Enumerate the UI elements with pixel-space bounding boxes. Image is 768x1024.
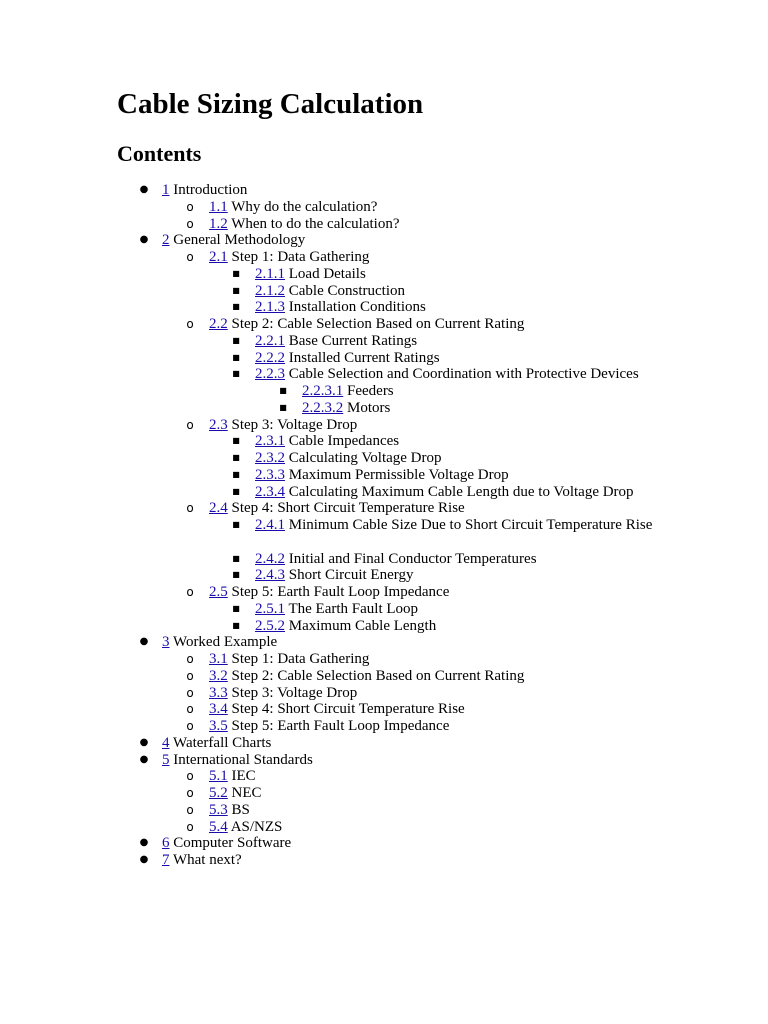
toc-item (0, 752, 768, 769)
bullet-icon: ■ (232, 520, 240, 529)
bullet-icon: o (186, 769, 194, 784)
toc-label: Initial and Final Conductor Temperatures (288, 550, 537, 567)
bullet-icon: o (186, 802, 194, 817)
toc-item (0, 266, 768, 283)
toc-item (0, 852, 768, 869)
toc-entry (255, 551, 655, 568)
toc-item (0, 567, 768, 584)
bullet-icon: o (186, 719, 194, 733)
toc-entry (209, 701, 465, 718)
toc-label: Cable Impedances (288, 433, 400, 450)
toc-entry (255, 618, 655, 635)
toc-link-3-5[interactable]: 3.5 (209, 718, 228, 734)
bullet-icon: ■ (232, 453, 240, 462)
bullet-icon: ■ (232, 352, 240, 362)
toc-item (0, 333, 768, 350)
toc-link-2-4-2[interactable]: 2.4.2 (255, 550, 285, 567)
toc-label: The Earth Fault Loop (288, 600, 419, 617)
toc-entry (255, 350, 655, 367)
toc-entry (255, 484, 655, 501)
toc-link-5-4[interactable]: 5.4 (209, 818, 228, 835)
toc-entry (209, 316, 524, 333)
bullet-icon: ■ (232, 302, 240, 312)
bullet-icon: o (186, 501, 194, 516)
toc-label: Step 3: Voltage Drop (231, 416, 358, 433)
toc-item (0, 199, 768, 216)
toc-label: Step 4: Short Circuit Temperature Rise (231, 701, 465, 718)
toc-entry (255, 366, 655, 383)
toc-label: Step 5: Earth Fault Loop Impedance (231, 718, 450, 734)
toc-entry (162, 182, 247, 199)
toc-link-5-2[interactable]: 5.2 (209, 785, 228, 801)
toc-entry (209, 668, 524, 685)
toc-item (0, 735, 768, 752)
toc-item (0, 216, 768, 233)
toc-link-2-2-2[interactable]: 2.2.2 (255, 349, 285, 366)
bullet-icon: o (186, 652, 194, 666)
bullet-icon: o (186, 819, 194, 834)
toc-link-3-4[interactable]: 3.4 (209, 701, 228, 718)
toc-link-2-1-3[interactable]: 2.1.3 (255, 299, 285, 316)
toc-entry (255, 283, 655, 300)
toc-label: Computer Software (173, 835, 292, 852)
toc-item (0, 366, 768, 383)
toc-label: Motors (347, 399, 391, 416)
toc-link-2-2[interactable]: 2.2 (209, 316, 228, 332)
toc-link-5[interactable]: 5 (162, 751, 170, 768)
toc-entry (255, 467, 655, 484)
toc-link-2-2-3[interactable]: 2.2.3 (255, 366, 285, 383)
toc-item (0, 802, 768, 819)
toc-entry (209, 216, 400, 233)
toc-item (0, 584, 768, 601)
toc-link-2-1[interactable]: 2.1 (209, 249, 228, 265)
toc-item (0, 517, 768, 551)
toc-label: Calculating Maximum Cable Length due to Voltage Drop (288, 483, 634, 500)
toc-label: Base Current Ratings (288, 332, 418, 349)
toc-entry (162, 232, 305, 249)
toc-label: Step 2: Cable Selection Based on Current Rating (231, 667, 525, 684)
bullet-icon: ■ (232, 436, 240, 446)
toc-link-5-1[interactable]: 5.1 (209, 768, 228, 785)
toc-label: Cable Construction (288, 282, 405, 299)
bullet-icon: o (186, 216, 194, 231)
toc-link-2-5-2[interactable]: 2.5.2 (255, 617, 285, 634)
toc-item (0, 685, 768, 702)
toc-link-2-5-1[interactable]: 2.5.1 (255, 600, 285, 617)
toc-entry (209, 249, 369, 266)
toc-link-2-4-3[interactable]: 2.4.3 (255, 567, 285, 584)
bullet-icon: o (186, 702, 194, 717)
toc-link-2-2-3-1[interactable]: 2.2.3.1 (302, 383, 344, 399)
toc-label: Feeders (347, 383, 394, 399)
toc-label: IEC (231, 768, 256, 785)
toc-link-2-3-4[interactable]: 2.3.4 (255, 483, 285, 500)
bullet-icon: o (186, 668, 194, 683)
toc-link-2-2-3-2[interactable]: 2.2.3.2 (302, 399, 344, 416)
toc-label: Calculating Voltage Drop (288, 450, 442, 466)
toc-item (0, 634, 768, 651)
toc-entry (209, 500, 465, 517)
bullet-icon: ■ (232, 620, 240, 630)
bullet-icon: ● (139, 234, 149, 246)
toc-link-1-2[interactable]: 1.2 (209, 215, 228, 232)
toc-entry (255, 333, 655, 350)
toc-item (0, 651, 768, 668)
toc-entry (209, 768, 256, 785)
toc-label: AS/NZS (230, 818, 283, 835)
bullet-icon: ■ (232, 553, 240, 563)
toc-link-2-4-1[interactable]: 2.4.1 (255, 517, 285, 533)
toc-label: Step 2: Cable Selection Based on Current Rating (231, 316, 525, 332)
toc-item (0, 484, 768, 501)
toc-entry (209, 651, 369, 668)
toc-link-2-5[interactable]: 2.5 (209, 584, 228, 600)
toc-entry (209, 199, 377, 216)
toc-item (0, 299, 768, 316)
bullet-icon: ■ (279, 402, 287, 412)
toc-link-3[interactable]: 3 (162, 634, 170, 651)
toc-label: Installed Current Ratings (288, 349, 440, 366)
bullet-icon: o (186, 685, 194, 700)
toc-item (0, 819, 768, 836)
bullet-icon: ● (139, 753, 149, 765)
toc-link-3-1[interactable]: 3.1 (209, 651, 228, 667)
bullet-icon: ■ (232, 486, 240, 496)
toc-label: Introduction (173, 182, 248, 198)
toc-link-6[interactable]: 6 (162, 835, 170, 852)
toc-entry (162, 634, 277, 651)
bullet-icon: ■ (232, 285, 240, 295)
bullet-icon: ■ (232, 268, 240, 278)
toc-label: Maximum Permissible Voltage Drop (288, 466, 509, 483)
toc-entry (209, 584, 449, 601)
bullet-icon: o (186, 250, 194, 264)
bullet-icon: ■ (279, 386, 287, 395)
toc-item (0, 450, 768, 467)
toc-link-1-1[interactable]: 1.1 (209, 198, 228, 215)
toc-link-2-2-1[interactable]: 2.2.1 (255, 332, 285, 349)
bullet-icon: o (186, 585, 194, 599)
toc-link-2-3-3[interactable]: 2.3.3 (255, 466, 285, 483)
toc-entry (209, 718, 449, 735)
bullet-icon: o (186, 199, 194, 214)
toc-entry (209, 685, 357, 702)
toc-label: When to do the calculation? (231, 215, 400, 232)
toc-item (0, 400, 768, 417)
toc-label: NEC (231, 785, 262, 801)
toc-item (0, 249, 768, 266)
bullet-icon: ● (139, 636, 149, 648)
toc-label: Step 1: Data Gathering (231, 651, 370, 667)
toc-link-3-3[interactable]: 3.3 (209, 684, 228, 701)
toc-link-2-3[interactable]: 2.3 (209, 416, 228, 433)
toc-label: Why do the calculation? (231, 198, 378, 215)
toc-label: Cable Selection and Coordination with Protective Devices (288, 366, 639, 383)
toc-entry (302, 383, 394, 400)
toc-label: Short Circuit Energy (288, 567, 414, 584)
table-of-contents (0, 182, 768, 869)
toc-link-2-4[interactable]: 2.4 (209, 500, 228, 517)
toc-item (0, 668, 768, 685)
toc-item (0, 718, 768, 735)
toc-entry (209, 802, 250, 819)
toc-label: Installation Conditions (288, 299, 426, 316)
toc-item (0, 601, 768, 618)
toc-item (0, 350, 768, 367)
toc-entry (162, 852, 242, 869)
toc-link-5-3[interactable]: 5.3 (209, 801, 228, 818)
toc-item (0, 316, 768, 333)
toc-entry (255, 299, 655, 316)
toc-label: BS (231, 801, 250, 818)
toc-item (0, 618, 768, 635)
toc-item (0, 467, 768, 484)
bullet-icon: o (186, 317, 194, 331)
toc-entry (162, 835, 291, 852)
toc-entry (162, 735, 271, 752)
toc-entry (209, 819, 282, 836)
toc-item (0, 701, 768, 718)
toc-entry (255, 517, 655, 534)
bullet-icon: ● (139, 736, 149, 748)
toc-item (0, 500, 768, 517)
toc-entry (209, 785, 262, 802)
toc-label: Load Details (288, 265, 366, 282)
toc-label: Minimum Cable Size Due to Short Circuit Temperature Rise (288, 517, 653, 533)
toc-entry (255, 601, 655, 618)
toc-link-2-1-1[interactable]: 2.1.1 (255, 265, 285, 282)
toc-label: Step 5: Earth Fault Loop Impedance (231, 584, 450, 600)
toc-label: Waterfall Charts (172, 734, 272, 751)
toc-link-3-2[interactable]: 3.2 (209, 667, 228, 684)
toc-label: What next? (172, 852, 242, 868)
toc-label: Step 3: Voltage Drop (231, 684, 358, 701)
toc-link-2-3-1[interactable]: 2.3.1 (255, 433, 285, 450)
bullet-icon: ● (139, 854, 149, 865)
toc-item (0, 417, 768, 434)
bullet-icon: ● (139, 837, 149, 849)
toc-entry (255, 567, 655, 584)
bullet-icon: ■ (232, 469, 240, 479)
toc-entry (302, 400, 390, 417)
toc-entry (255, 266, 655, 283)
toc-label: Step 1: Data Gathering (231, 249, 370, 265)
toc-link-7[interactable]: 7 (162, 852, 170, 868)
bullet-icon: ■ (232, 603, 240, 613)
toc-link-2-3-2[interactable]: 2.3.2 (255, 450, 285, 466)
bullet-icon: ■ (232, 369, 240, 379)
toc-link-2-1-2[interactable]: 2.1.2 (255, 282, 285, 299)
bullet-icon: ■ (232, 335, 240, 345)
toc-item (0, 785, 768, 802)
bullet-icon: o (186, 786, 194, 800)
toc-item (0, 383, 768, 400)
toc-link-2[interactable]: 2 (162, 232, 170, 249)
toc-item (0, 433, 768, 450)
toc-item (0, 283, 768, 300)
contents-heading: Contents (117, 141, 202, 166)
toc-label: Maximum Cable Length (288, 617, 437, 634)
toc-item (0, 182, 768, 199)
bullet-icon: ● (139, 184, 149, 195)
toc-entry (162, 752, 313, 769)
toc-item (0, 768, 768, 785)
page-title: Cable Sizing Calculation (117, 88, 424, 120)
toc-entry (209, 417, 357, 434)
toc-label: Worked Example (172, 634, 278, 651)
toc-label: Step 4: Short Circuit Temperature Rise (231, 500, 465, 517)
toc-label: International Standards (173, 751, 313, 768)
toc-item (0, 232, 768, 249)
bullet-icon: ■ (232, 570, 240, 580)
toc-link-4[interactable]: 4 (162, 734, 170, 751)
toc-item (0, 551, 768, 568)
bullet-icon: o (186, 417, 194, 432)
toc-link-1[interactable]: 1 (162, 182, 170, 198)
toc-entry (255, 433, 655, 450)
toc-entry (255, 450, 655, 467)
toc-item (0, 835, 768, 852)
toc-label: General Methodology (173, 232, 306, 249)
